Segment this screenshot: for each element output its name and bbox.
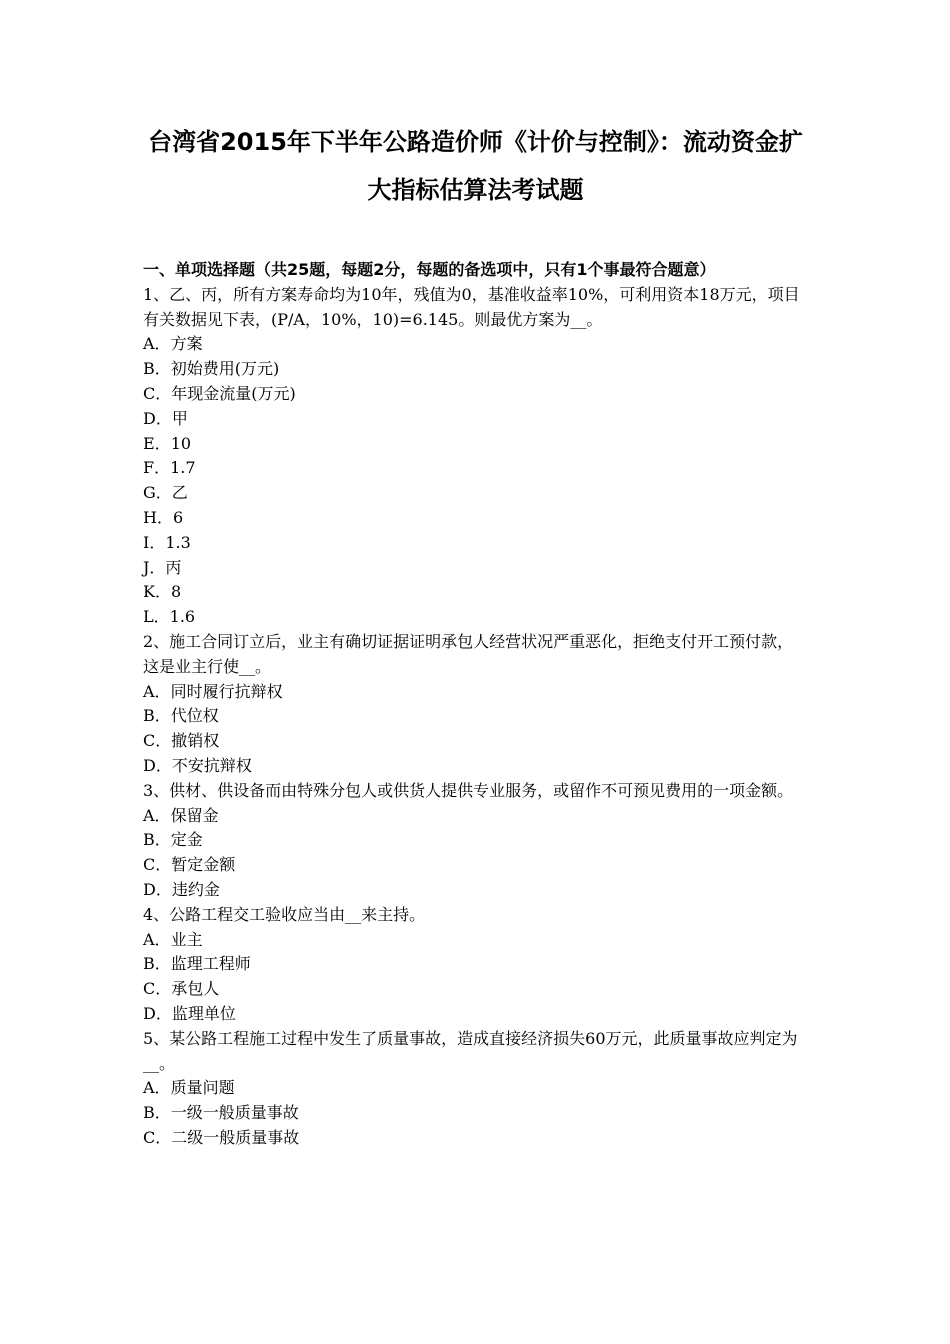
option-text: 年现金流量(万元) — [171, 383, 296, 403]
option-letter: G． — [143, 483, 172, 503]
option-letter: D． — [143, 1003, 172, 1023]
option-letter: C． — [143, 731, 172, 751]
option-text: 一级一般质量事故 — [170, 1103, 299, 1123]
answer-option — [143, 382, 808, 407]
option-letter: J． — [143, 557, 166, 577]
answer-option — [143, 729, 808, 754]
option-letter: F． — [143, 458, 171, 478]
option-text: 业主 — [170, 929, 203, 949]
question-2 — [143, 630, 808, 779]
option-text: 代位权 — [170, 706, 219, 726]
answer-option — [143, 804, 808, 829]
answer-option — [143, 605, 808, 630]
option-text: 撤销权 — [171, 731, 220, 751]
answer-option — [143, 456, 808, 481]
option-letter: D． — [143, 755, 172, 775]
option-letter: I． — [143, 532, 166, 552]
answer-option — [143, 878, 808, 903]
question-stem: 1、乙、丙，所有方案寿命均为10年，残值为0，基准收益率10%，可利用资本18万元，项目有关数据见下表，(P/A，10%，10)=6.145。则最优方案为__。 — [143, 284, 800, 329]
question-list — [143, 283, 808, 1151]
answer-option — [143, 977, 808, 1002]
option-text: 监理单位 — [171, 1003, 236, 1023]
option-letter: B． — [143, 706, 171, 726]
option-letter: A． — [143, 681, 171, 701]
question-stem: 2、施工合同订立后，业主有确切证据证明承包人经营状况严重恶化，拒绝支付开工预付款，这是业主行使__。 — [143, 631, 794, 676]
option-text: 1.7 — [170, 458, 196, 478]
question-1 — [143, 283, 808, 630]
option-letter: B． — [143, 830, 171, 850]
option-letter: B． — [143, 1103, 171, 1123]
answer-option — [143, 704, 808, 729]
option-text: 乙 — [171, 483, 188, 503]
question-5 — [143, 1027, 808, 1151]
option-text: 暂定金额 — [171, 855, 236, 875]
answer-option — [143, 556, 808, 581]
option-text: 承包人 — [171, 979, 220, 999]
option-text: 质量问题 — [170, 1078, 235, 1098]
option-letter: L． — [143, 607, 170, 627]
option-letter: B． — [143, 359, 171, 379]
option-text: 二级一般质量事故 — [171, 1127, 300, 1147]
option-text: 违约金 — [171, 879, 220, 899]
option-text: 1.3 — [165, 532, 191, 552]
section-heading: 一、单项选择题（共25题，每题2分，每题的备选项中，只有1个事最符合题意） — [143, 260, 716, 279]
option-letter: A． — [143, 805, 171, 825]
answer-option — [143, 1126, 808, 1151]
option-letter: C． — [143, 979, 172, 999]
option-text: 丙 — [165, 557, 182, 577]
option-text: 保留金 — [170, 805, 219, 825]
option-letter: E． — [143, 433, 171, 453]
answer-option — [143, 928, 808, 953]
option-text: 10 — [170, 433, 192, 453]
option-letter: C． — [143, 383, 172, 403]
option-text: 甲 — [171, 408, 188, 428]
answer-option — [143, 1076, 808, 1101]
question-3 — [143, 779, 808, 903]
answer-option — [143, 432, 808, 457]
answer-option — [143, 332, 808, 357]
option-letter: B． — [143, 954, 171, 974]
answer-option — [143, 407, 808, 432]
question-stem: 5、某公路工程施工过程中发生了质量事故，造成直接经济损失60万元，此质量事故应判定为__。 — [143, 1028, 798, 1073]
answer-option — [143, 952, 808, 977]
option-text: 8 — [170, 582, 182, 602]
option-text: 同时履行抗辩权 — [170, 681, 283, 701]
option-letter: C． — [143, 1127, 172, 1147]
document-title: 台湾省2015年下半年公路造价师《计价与控制》：流动资金扩大指标估算法考试题 — [148, 128, 803, 204]
option-text: 6 — [172, 507, 184, 527]
option-text: 方案 — [170, 334, 203, 354]
answer-option — [143, 853, 808, 878]
option-letter: D． — [143, 408, 172, 428]
option-letter: A． — [143, 1078, 171, 1098]
option-text: 初始费用(万元) — [170, 359, 280, 379]
answer-option — [143, 680, 808, 705]
option-letter: A． — [143, 929, 171, 949]
option-text: 1.6 — [169, 607, 196, 627]
answer-option — [143, 580, 808, 605]
option-text: 定金 — [170, 830, 203, 850]
option-text: 监理工程师 — [170, 954, 251, 974]
option-letter: A． — [143, 334, 171, 354]
answer-option — [143, 1002, 808, 1027]
answer-option — [143, 1101, 808, 1126]
answer-option — [143, 828, 808, 853]
option-text: 不安抗辩权 — [171, 755, 252, 775]
answer-option — [143, 531, 808, 556]
option-letter: C． — [143, 855, 172, 875]
question-4 — [143, 903, 808, 1027]
option-letter: D． — [143, 879, 172, 899]
answer-option — [143, 357, 808, 382]
answer-option — [143, 506, 808, 531]
option-letter: K． — [143, 582, 171, 602]
option-letter: H． — [143, 507, 173, 527]
answer-option — [143, 481, 808, 506]
answer-option — [143, 754, 808, 779]
document-page — [143, 118, 808, 1151]
question-stem: 3、供材、供设备而由特殊分包人或供货人提供专业服务，或留作不可预见费用的一项金额。 — [143, 780, 794, 800]
question-stem: 4、公路工程交工验收应当由__来主持。 — [143, 904, 426, 924]
